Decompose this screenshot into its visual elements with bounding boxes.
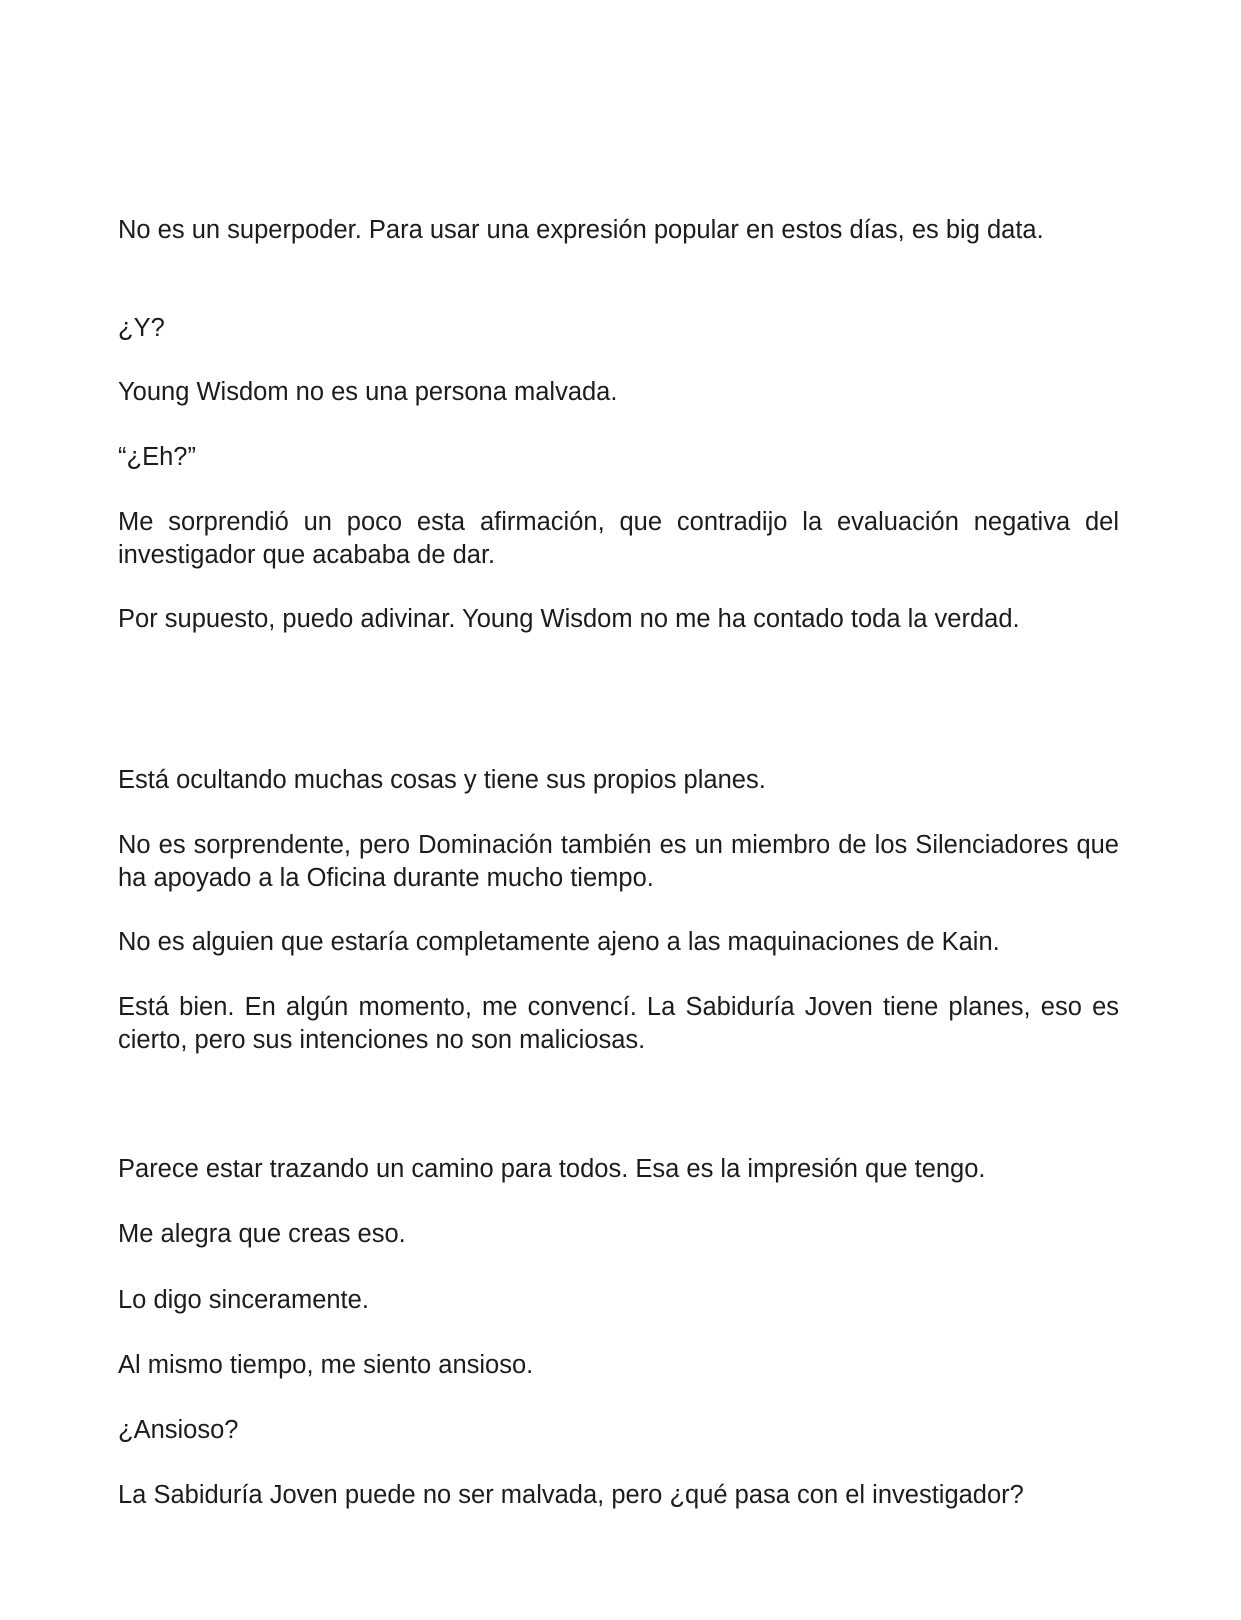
- paragraph-6: Por supuesto, puedo adivinar. Young Wisdom no me ha contado toda la verdad.: [118, 605, 1020, 633]
- paragraph-14: Al mismo tiempo, me siento ansioso.: [118, 1351, 534, 1379]
- paragraph-16: La Sabiduría Joven puede no ser malvada, pero ¿qué pasa con el investigador?: [118, 1481, 1024, 1509]
- paragraph-10: Está bien. En algún momento, me convencí. La Sabiduría Joven tiene planes, eso es cierto, pero sus intenciones no son maliciosas.: [118, 993, 1119, 1054]
- paragraph-5: Me sorprendió un poco esta afirmación, que contradijo la evaluación negativa del investigador que acababa de dar.: [118, 508, 1119, 569]
- paragraph-2: ¿Y?: [118, 314, 165, 342]
- paragraph-13: Lo digo sinceramente.: [118, 1286, 369, 1314]
- paragraph-4: “¿Eh?”: [118, 443, 196, 471]
- paragraph-8: No es sorprendente, pero Dominación también es un miembro de los Silenciadores que ha apoyado a la Oficina durante mucho tiempo.: [118, 831, 1119, 892]
- paragraph-15: ¿Ansioso?: [118, 1416, 239, 1444]
- paragraph-1: No es un superpoder. Para usar una expresión popular en estos días, es big data.: [118, 216, 1044, 244]
- paragraph-9: No es alguien que estaría completamente ajeno a las maquinaciones de Kain.: [118, 928, 1000, 956]
- paragraph-7: Está ocultando muchas cosas y tiene sus propios planes.: [118, 766, 766, 794]
- paragraph-3: Young Wisdom no es una persona malvada.: [118, 378, 618, 406]
- paragraph-12: Me alegra que creas eso.: [118, 1220, 406, 1248]
- paragraph-11: Parece estar trazando un camino para todos. Esa es la impresión que tengo.: [118, 1155, 986, 1183]
